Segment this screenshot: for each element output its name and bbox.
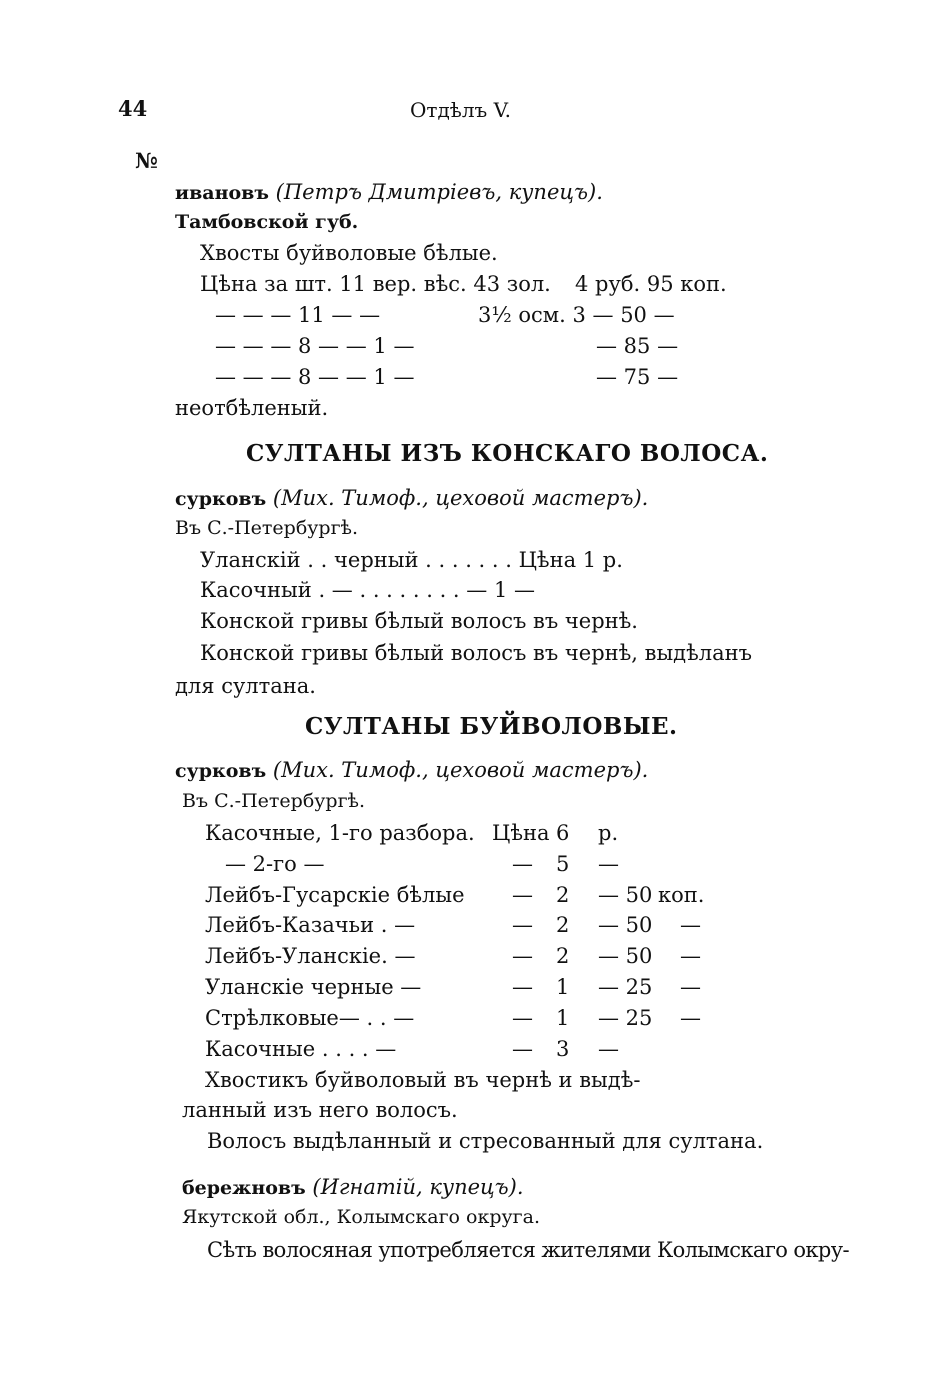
table-cell: 2 <box>556 944 570 968</box>
entry2-city: Въ С.-Петербургѣ. <box>175 517 359 539</box>
table-cell: — <box>512 852 533 876</box>
entry2-line3: для султана. <box>175 674 316 698</box>
entry1-region: Тамбовской губ. <box>175 211 359 233</box>
section-heading-2: СУЛТАНЫ БУЙВОЛОВЫЕ. <box>305 713 678 740</box>
entry2-detail: (Мих. Тимоф., цеховой мастеръ). <box>272 486 649 510</box>
table-cell: 1 <box>556 975 570 999</box>
entry1-heading <box>175 182 603 203</box>
table-cell: — 25 <box>598 975 653 999</box>
entry1-note: неотбѣленый. <box>175 396 329 420</box>
entry4-line1: Сѣть волосяная употребляется жителями Колымскаго окру- <box>207 1238 850 1262</box>
table-cell: Лейбъ-Уланскіе. — <box>205 944 416 968</box>
table-cell: — 2-го — <box>225 852 325 876</box>
entry1-item: Хвосты буйволовые бѣлые. <box>200 241 498 265</box>
table-cell: Цѣна <box>492 821 550 845</box>
table-cell: Уланскіе черные — <box>205 975 422 999</box>
entry4-region: Якутской обл., Колымскаго округа. <box>182 1206 541 1228</box>
entry1-row2-left: — — — 11 — — <box>215 303 381 327</box>
entry2-row1: Уланскій . . черный . . . . . . . Цѣна 1 р. <box>200 548 623 572</box>
table-cell: — 50 <box>598 944 653 968</box>
table-cell: — <box>680 1006 701 1030</box>
table-cell: 5 <box>556 852 570 876</box>
table-cell: 6 <box>556 821 570 845</box>
table-cell: — 25 <box>598 1006 653 1030</box>
entry3-name: сурковъ <box>175 760 267 782</box>
table-cell: — <box>512 913 533 937</box>
table-cell: — <box>512 883 533 907</box>
table-cell: р. <box>598 821 619 845</box>
entry2-row2: Касочный . — . . . . . . . . — 1 — <box>200 578 535 602</box>
table-cell: 3 <box>556 1037 570 1061</box>
entry3-city: Въ С.-Петербургѣ. <box>182 790 366 812</box>
entry3-line3: Волосъ выдѣланный и стресованный для султана. <box>207 1129 764 1153</box>
entry1-row3-left: — — — 8 — — 1 — <box>215 334 415 358</box>
entry3-line1: Хвостикъ буйволовый въ чернѣ и выдѣ- <box>205 1068 641 1092</box>
entry2-line2: Конской гривы бѣлый волосъ въ чернѣ, выдѣланъ <box>200 641 752 665</box>
table-cell: 2 <box>556 883 570 907</box>
entry1-row2-right: 3½ осм. 3 — 50 — <box>478 303 675 327</box>
entry4-detail: (Игнатій, купецъ). <box>312 1175 524 1199</box>
entry1-row4-left: — — — 8 — — 1 — <box>215 365 415 389</box>
table-cell: Касочные . . . . — <box>205 1037 397 1061</box>
table-cell: — <box>680 944 701 968</box>
entry2-name: сурковъ <box>175 488 267 510</box>
running-header: Отдѣлъ V. <box>410 98 511 122</box>
number-sign: № <box>135 148 158 173</box>
table-cell: — <box>512 975 533 999</box>
entry2-heading <box>175 488 648 509</box>
entry3-line2: ланный изъ него волосъ. <box>182 1098 458 1122</box>
page-number: 44 <box>118 96 148 121</box>
table-cell: 2 <box>556 913 570 937</box>
entry3-heading <box>175 760 648 781</box>
table-cell: Лейбъ-Казачьи . — <box>205 913 416 937</box>
table-cell: 1 <box>556 1006 570 1030</box>
table-cell: Касочные, 1-го разбора. <box>205 821 475 845</box>
entry1-row4-right: — 75 — <box>596 365 679 389</box>
entry4-heading <box>182 1177 524 1198</box>
table-cell: — 50 <box>598 913 653 937</box>
entry1-row3-right: — 85 — <box>596 334 679 358</box>
table-cell: — <box>512 1037 533 1061</box>
table-cell: — <box>598 1037 619 1061</box>
table-cell: — <box>598 852 619 876</box>
table-cell: Лейбъ-Гусарскіе бѣлые <box>205 883 465 907</box>
table-cell: — <box>512 1006 533 1030</box>
table-cell: — <box>680 913 701 937</box>
entry3-detail: (Мих. Тимоф., цеховой мастеръ). <box>272 758 649 782</box>
entry1-row1-right: 4 руб. 95 коп. <box>575 272 727 296</box>
entry4-name: бережновъ <box>182 1177 306 1199</box>
table-cell: — <box>680 975 701 999</box>
entry1-detail: (Петръ Дмитріевъ, купецъ). <box>275 180 603 204</box>
table-cell: Стрѣлковые— . . — <box>205 1006 415 1030</box>
table-cell: — 50 <box>598 883 653 907</box>
entry2-line1: Конской гривы бѣлый волосъ въ чернѣ. <box>200 609 638 633</box>
section-heading-1: СУЛТАНЫ ИЗЪ КОНСКАГО ВОЛОСА. <box>246 440 769 467</box>
entry1-name: ивановъ <box>175 182 269 204</box>
table-cell: коп. <box>658 883 705 907</box>
entry1-row1-left: Цѣна за шт. 11 вер. вѣс. 43 зол. <box>200 272 551 296</box>
table-cell: — <box>512 944 533 968</box>
